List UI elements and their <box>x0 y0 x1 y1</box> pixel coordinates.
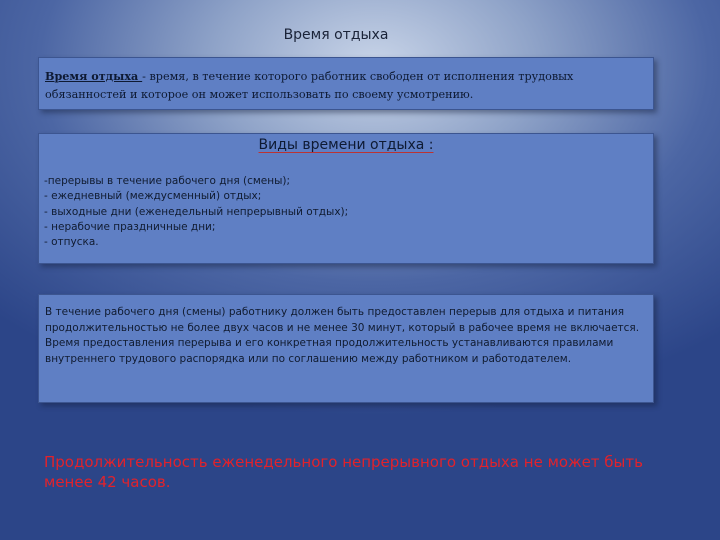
rest-types-heading: Виды времени отдыха : <box>258 137 434 153</box>
break-paragraph: Время предоставления перерыва и его конкретная продолжительность устанавливаются правилами внутреннего трудового распорядка или по соглашению между работником и работодателем. <box>45 337 614 365</box>
definition-term: Время отдыха <box>45 69 143 83</box>
definition-text <box>45 67 647 104</box>
list-item: -перерывы в течение рабочего дня (смены); <box>44 175 291 187</box>
list-item: - нерабочие праздничные дни; <box>44 220 216 233</box>
warning-text: Продолжительность еженедельного непрерывного отдыха не может быть менее 42 часов. <box>44 453 643 491</box>
break-info-box <box>38 294 654 403</box>
rest-types-list <box>44 174 648 250</box>
definition-box <box>38 57 654 110</box>
list-item: - выходные дни (еженедельный непрерывный отдых); <box>44 205 349 218</box>
list-item: - ежедневный (междусменный) отдых; <box>44 190 262 203</box>
definition-body: - время, в течение которого работник свободен от исполнения трудовых обязанностей и которое он может использовать по своему усмотрению. <box>45 70 574 101</box>
break-paragraph: В течение рабочего дня (смены) работнику должен быть предоставлен перерыв для отдыха и питания продолжительностью не более двух часов и не менее 30 минут, который в рабочее время не включается. <box>45 306 640 334</box>
rest-types-box <box>38 133 654 264</box>
list-item: - отпуска. <box>44 236 99 249</box>
slide-title: Время отдыха <box>283 27 389 43</box>
